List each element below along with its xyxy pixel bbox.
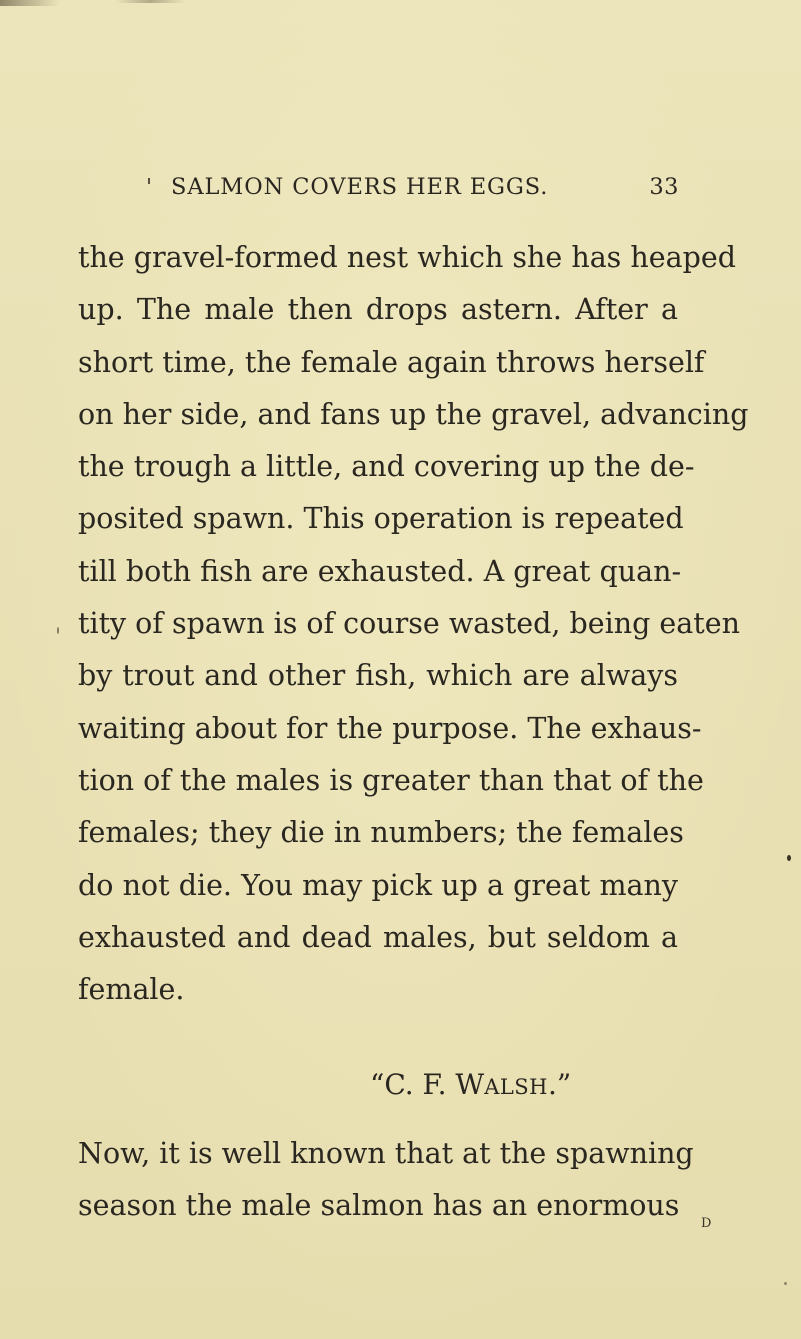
print-tick-mark [148,178,150,184]
paragraph-1 [78,232,749,1016]
text-line: posited spawn. This operation is repeated [78,502,684,536]
paper-speck [784,1282,787,1285]
text-line: short time, the female again throws herself [78,345,705,379]
text-line: by trout and other fish, which are always [78,659,678,693]
signature-close: .” [548,1068,572,1101]
printer-signature-mark: D [701,1216,712,1231]
signature-initials: “C. F. W [370,1068,485,1101]
text-line: the gravel-formed nest which she has heaped [78,241,736,274]
text-line: tity of spawn is of course wasted, being eaten [78,607,740,641]
running-title: SALMON COVERS HER EGGS. [171,174,549,200]
text-line: waiting about for the purpose. The exhaus- [78,711,702,745]
signature-surname: ALSH [484,1075,548,1099]
text-line: season the male salmon has an enormous [78,1189,680,1223]
text-line: tion of the males is greater than that of the [78,763,704,797]
text-line: till both fish are exhausted. A great quan- [78,554,682,588]
running-head [171,174,679,204]
text-line: Now, it is well known that at the spawning [78,1137,694,1170]
text-line: exhausted and dead males, but seldom a [78,920,678,954]
text-line: females; they die in numbers; the females [78,816,684,850]
text-line: do not die. You may pick up a great many [78,868,678,902]
text-line: the trough a little, and covering up the de- [78,450,695,484]
text-line: female. [78,973,185,1007]
text-line: on her side, and fans up the gravel, advancing [78,397,749,431]
paper-speck [57,627,59,634]
letter-signature [370,1068,571,1101]
page-number: 33 [649,174,679,200]
paragraph-2 [78,1128,694,1233]
scan-edge-mark [0,0,60,6]
text-line: up. The male then drops astern. After a [78,293,678,327]
scan-edge-mark [115,0,185,3]
paper-speck [787,855,791,861]
